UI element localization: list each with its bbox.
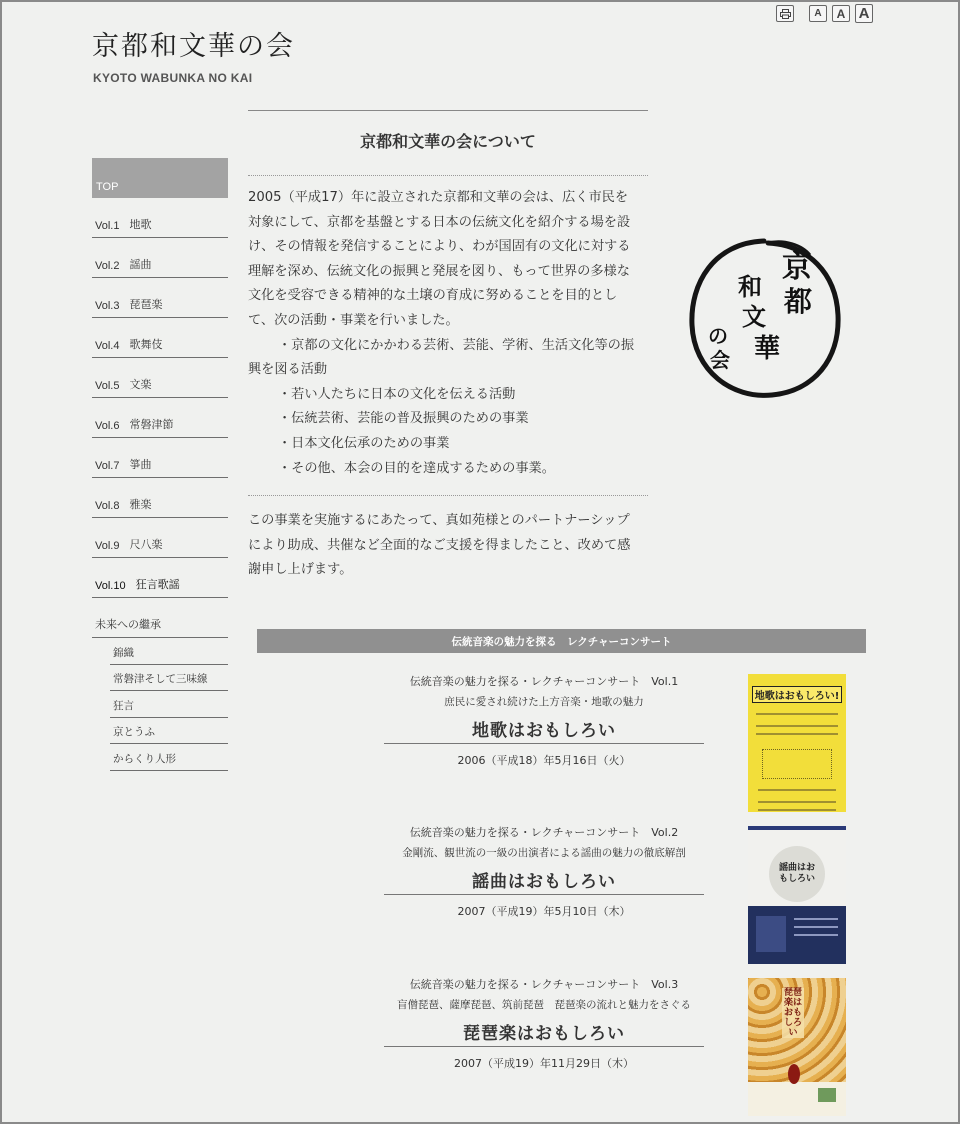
- concert-heading: 伝統音楽の魅力を探る・レクチャーコンサート Vol.2: [409, 826, 679, 839]
- sidebar-nav: [92, 158, 228, 771]
- vol-number: Vol.8: [95, 500, 120, 512]
- activity-item: ・京都の文化にかかわる芸術、芸能、学術、生活文化等の振: [278, 337, 635, 353]
- concert-title[interactable]: 地歌はおもしろい: [384, 716, 704, 744]
- sidebar-subitem-kyotofu[interactable]: 京とうふ: [110, 718, 228, 745]
- sidebar-item-vol4[interactable]: [92, 318, 228, 358]
- activity-item: ・伝統芸術、芸能の普及振興のための事業: [278, 411, 529, 427]
- concert-item-vol1[interactable]: [384, 672, 704, 768]
- about-line: 対象にして、京都を基盤とする日本の伝統文化を紹介する場を設: [248, 214, 631, 230]
- sidebar-subitem-karakuri[interactable]: からくり人形: [110, 744, 228, 771]
- concert-item-vol2[interactable]: [384, 823, 704, 919]
- poster-title: 謡曲はおもしろい: [778, 863, 815, 884]
- concert-heading: 伝統音楽の魅力を探る・レクチャーコンサート Vol.1: [409, 675, 679, 688]
- sidebar-item-vol10[interactable]: [92, 558, 228, 598]
- printer-icon: [780, 9, 791, 19]
- vol-label: 常磐津節: [129, 418, 174, 431]
- vol-label: 謡曲: [129, 258, 152, 271]
- print-button[interactable]: [776, 5, 794, 22]
- about-line: て、次の活動・事業を行いました。: [248, 312, 459, 328]
- poster-title: 琵琶楽はおもしろい: [783, 988, 802, 1038]
- concert-date: 2007（平成19）年5月10日（木）: [457, 905, 631, 918]
- sidebar-subitem-tokiwazu[interactable]: 常磐津そして三味線: [110, 665, 228, 692]
- vol-label: 地歌: [129, 218, 152, 231]
- vol-number: Vol.10: [95, 580, 126, 592]
- seal-char: の: [708, 324, 728, 348]
- font-size-medium-button[interactable]: A: [832, 5, 850, 22]
- concert-heading: 伝統音楽の魅力を探る・レクチャーコンサート Vol.3: [409, 978, 679, 991]
- vol-number: Vol.2: [95, 260, 120, 272]
- sidebar-subitem-nishikiori[interactable]: 錦織: [110, 638, 228, 665]
- vol-number: Vol.7: [95, 460, 120, 472]
- vol-label: 尺八楽: [129, 538, 163, 551]
- concert-subtitle: 盲僧琵琶、薩摩琵琶、筑前琵琶 琵琶楽の流れと魅力をさぐる: [397, 999, 691, 1011]
- sidebar-item-vol5[interactable]: [92, 358, 228, 398]
- activity-item: ・若い人たちに日本の文化を伝える活動: [278, 386, 516, 402]
- thanks-line: 謝申し上げます。: [248, 562, 353, 578]
- page-title: 京都和文華の会について: [360, 132, 536, 151]
- sidebar-item-vol2[interactable]: [92, 238, 228, 278]
- vol-number: Vol.9: [95, 540, 120, 552]
- vol-label: 琵琶楽: [129, 298, 163, 311]
- divider: [248, 495, 648, 496]
- about-line: 理解を深め、伝統文化の振興と発展を図り、もって世界の多様な: [248, 263, 630, 279]
- vol-number: Vol.4: [95, 340, 120, 352]
- activity-item: ・その他、本会の目的を達成するための事業。: [278, 460, 555, 476]
- vol-number: Vol.5: [95, 380, 120, 392]
- vol-label: 文楽: [129, 378, 152, 391]
- sidebar-item-vol1[interactable]: [92, 198, 228, 238]
- concert-item-vol3[interactable]: [384, 975, 704, 1071]
- about-line: 2005（平成17）年に設立された京都和文華の会は、広く市民を: [248, 190, 629, 205]
- divider: [248, 175, 648, 176]
- vol-label: 箏曲: [129, 458, 152, 471]
- about-section: [248, 110, 648, 583]
- sidebar-item-vol3[interactable]: [92, 278, 228, 318]
- thanks-line: この事業を実施するにあたって、真如苑様とのパートナーシップ: [248, 513, 630, 529]
- activity-item-cont: 興を図る活動: [248, 362, 328, 378]
- concert-poster-vol2[interactable]: [748, 826, 846, 964]
- lecture-section-bar: 伝統音楽の魅力を探る レクチャーコンサート: [257, 629, 866, 653]
- about-line: 文化を受容できる精神的な土壌の育成に努めることを目的とし: [248, 288, 618, 304]
- divider: [248, 110, 648, 111]
- vol-label: 歌舞伎: [129, 338, 163, 351]
- concert-title[interactable]: 琵琶楽はおもしろい: [384, 1019, 704, 1047]
- sidebar-item-vol7[interactable]: [92, 438, 228, 478]
- concert-date: 2007（平成19）年11月29日（木）: [454, 1057, 634, 1070]
- vol-number: Vol.3: [95, 300, 120, 312]
- concert-title[interactable]: 謡曲はおもしろい: [384, 867, 704, 895]
- font-size-small-button[interactable]: A: [809, 5, 827, 22]
- seal-char: 京: [782, 250, 812, 285]
- thanks-line: により助成、共催など全面的なご支援を得ましたこと、改めて感: [248, 537, 631, 553]
- concert-poster-vol1[interactable]: [748, 674, 846, 812]
- sidebar-item-top[interactable]: TOP: [92, 158, 228, 198]
- sidebar-item-vol8[interactable]: [92, 478, 228, 518]
- seal-char: 都: [784, 285, 813, 318]
- about-line: け、その情報を発信することにより、わが国固有の文化に対する: [248, 239, 631, 255]
- thanks-text: [248, 509, 648, 583]
- concert-poster-vol3[interactable]: [748, 978, 846, 1116]
- vol-number: Vol.6: [95, 420, 120, 432]
- calligraphy-seal-logo: [684, 233, 846, 403]
- vol-label: 狂言歌謡: [135, 578, 180, 591]
- concert-subtitle: 金剛流、観世流の一級の出演者による謡曲の魅力の徹底解剖: [402, 847, 686, 859]
- vol-label: 雅楽: [129, 498, 152, 511]
- site-subtitle: KYOTO WABUNKA NO KAI: [93, 71, 253, 85]
- seal-char: 和: [738, 272, 762, 301]
- activity-item: ・日本文化伝承のための事業: [278, 435, 450, 451]
- sidebar-subitem-kyogen[interactable]: 狂言: [110, 691, 228, 718]
- seal-char: 会: [710, 348, 730, 372]
- concert-date: 2006（平成18）年5月16日（火）: [457, 754, 631, 767]
- sidebar-item-vol9[interactable]: [92, 518, 228, 558]
- concert-subtitle: 庶民に愛され続けた上方音楽・地歌の魅力: [444, 696, 644, 708]
- font-size-large-button[interactable]: A: [855, 4, 873, 23]
- sidebar-item-future[interactable]: 未来への繼承: [92, 598, 228, 638]
- vol-number: Vol.1: [95, 220, 120, 232]
- about-text: [248, 186, 648, 481]
- sidebar-item-vol6[interactable]: [92, 398, 228, 438]
- site-title[interactable]: 京都和文華の会: [92, 31, 295, 62]
- poster-title: 地歌はおもしろい!: [752, 686, 842, 703]
- seal-char: 文: [742, 302, 766, 331]
- seal-char: 華: [754, 334, 781, 364]
